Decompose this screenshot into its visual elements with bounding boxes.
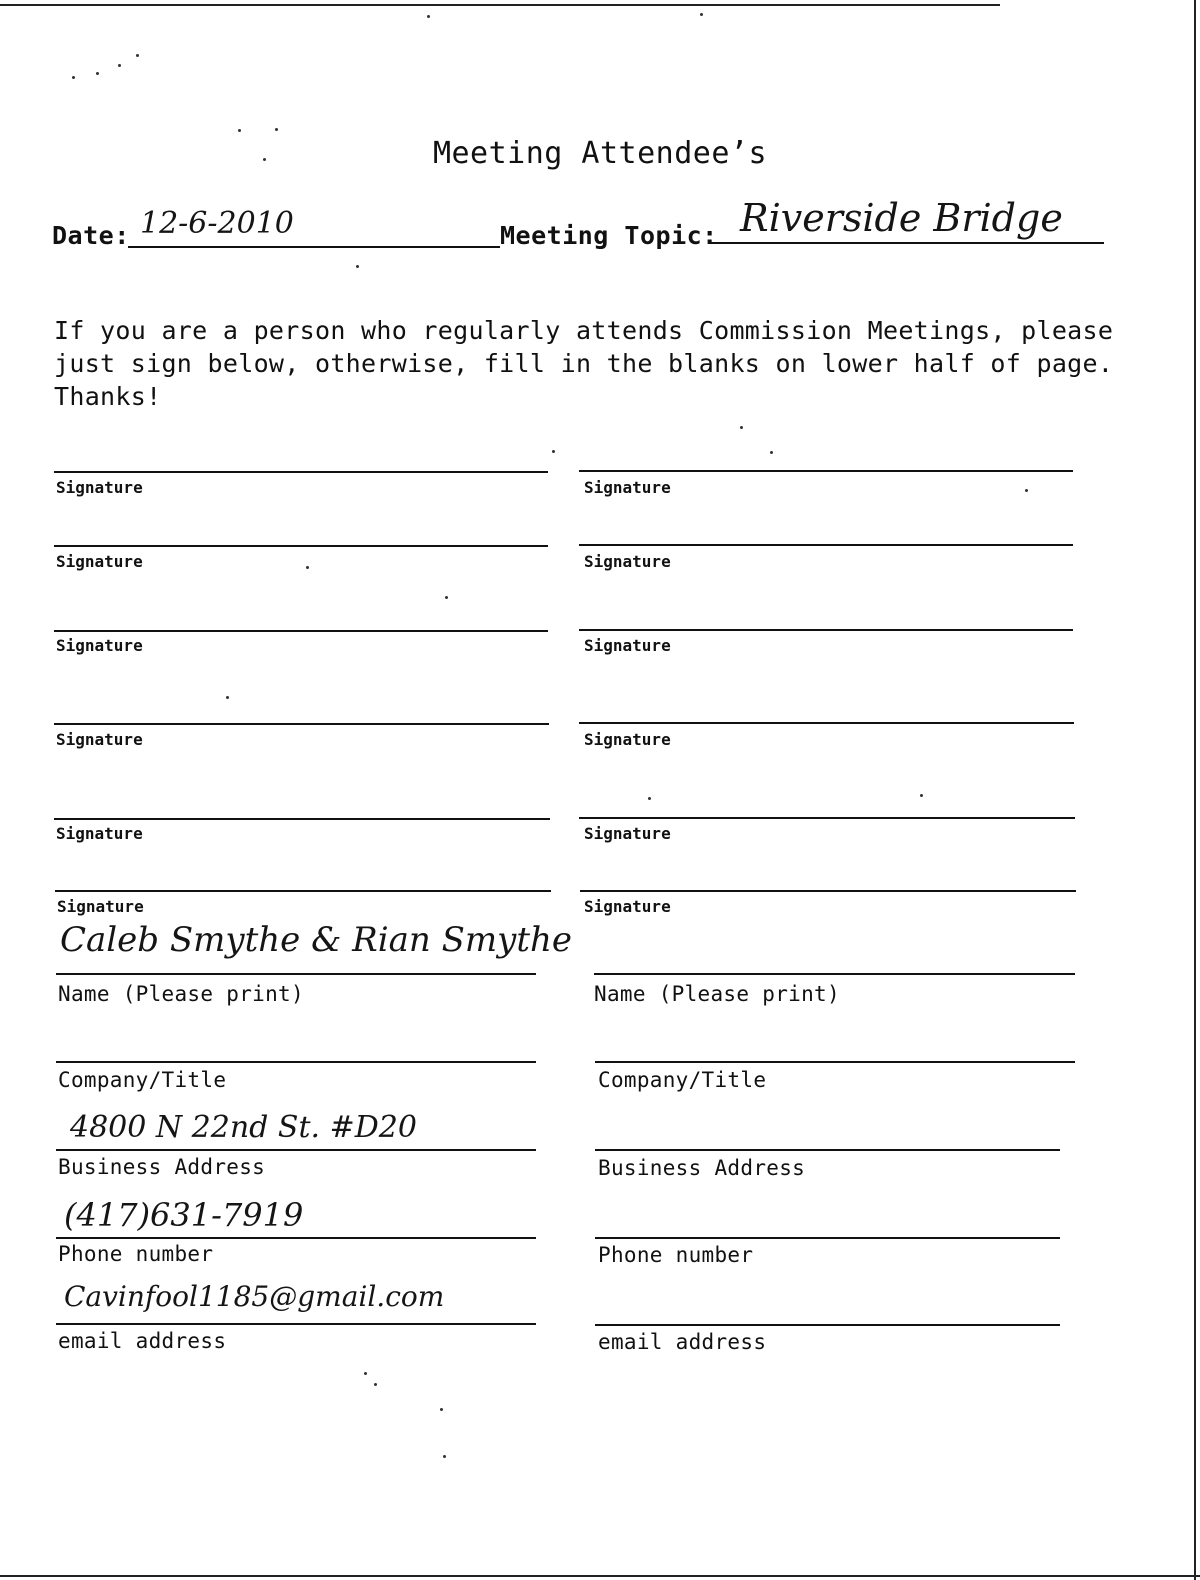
- right-email-label: email address: [598, 1330, 767, 1354]
- scan-speck: [920, 794, 923, 797]
- scan-edge-right: [1194, 0, 1196, 1580]
- signature-label-5-left: Signature: [56, 824, 143, 843]
- signature-label-1-right: Signature: [584, 478, 671, 497]
- right-phone-label: Phone number: [598, 1243, 754, 1267]
- form-title: Meeting Attendee’s: [432, 136, 768, 171]
- scan-speck: [1025, 489, 1028, 492]
- scan-speck: [443, 1455, 446, 1458]
- right-address-label: Business Address: [598, 1156, 806, 1180]
- signature-line-3-right[interactable]: [579, 629, 1073, 631]
- date-label: Date:: [52, 221, 130, 250]
- right-address-line[interactable]: [595, 1149, 1060, 1151]
- left-address-label: Business Address: [58, 1155, 266, 1179]
- scan-speck: [118, 64, 121, 67]
- scan-speck: [552, 450, 555, 453]
- intro-line-1: If you are a person who regularly attends Commission Meetings, please: [54, 316, 1114, 345]
- intro-text: [54, 314, 1164, 413]
- signature-line-5-left[interactable]: [54, 818, 550, 820]
- date-value[interactable]: 12-6-2010: [140, 206, 294, 241]
- left-email-label: email address: [58, 1329, 227, 1353]
- scan-speck: [356, 265, 359, 268]
- signature-line-4-right[interactable]: [579, 722, 1074, 724]
- signature-label-2-left: Signature: [56, 552, 143, 571]
- signature-line-5-right[interactable]: [579, 817, 1075, 819]
- scan-speck: [96, 72, 99, 75]
- left-email-value[interactable]: Cavinfool1185@gmail.com: [64, 1280, 445, 1313]
- left-phone-line[interactable]: [56, 1237, 536, 1239]
- scan-speck: [72, 76, 75, 79]
- signature-line-2-right[interactable]: [579, 544, 1073, 546]
- left-company-label: Company/Title: [58, 1068, 227, 1092]
- scan-speck: [364, 1372, 367, 1375]
- scan-speck: [238, 129, 241, 132]
- topic-line: [708, 242, 1104, 244]
- date-line: [128, 246, 500, 248]
- topic-label: Meeting Topic:: [500, 221, 718, 250]
- scan-speck: [275, 128, 278, 131]
- signature-label-3-right: Signature: [584, 636, 671, 655]
- scan-edge-top: [0, 4, 1000, 6]
- signature-line-3-left[interactable]: [54, 630, 548, 632]
- left-address-value[interactable]: 4800 N 22nd St. #D20: [70, 1110, 417, 1145]
- signature-label-6-right: Signature: [584, 897, 671, 916]
- left-name-value[interactable]: Caleb Smythe & Rian Smythe: [60, 920, 573, 960]
- signature-label-2-right: Signature: [584, 552, 671, 571]
- scan-speck: [427, 15, 430, 18]
- scan-speck: [648, 797, 651, 800]
- left-phone-label: Phone number: [58, 1242, 214, 1266]
- signature-label-3-left: Signature: [56, 636, 143, 655]
- right-name-line[interactable]: [594, 973, 1075, 975]
- right-phone-line[interactable]: [595, 1237, 1060, 1239]
- scan-speck: [440, 1408, 443, 1411]
- right-company-line[interactable]: [595, 1061, 1075, 1063]
- left-company-line[interactable]: [56, 1061, 536, 1063]
- signature-label-4-left: Signature: [56, 730, 143, 749]
- left-address-line[interactable]: [56, 1149, 536, 1151]
- scan-speck: [700, 13, 703, 16]
- signature-line-2-left[interactable]: [54, 545, 548, 547]
- scan-speck: [445, 596, 448, 599]
- left-email-line[interactable]: [56, 1323, 536, 1325]
- signature-label-4-right: Signature: [584, 730, 671, 749]
- intro-line-2: just sign below, otherwise, fill in the blanks on lower half of page.: [54, 349, 1114, 378]
- left-name-label: Name (Please print): [58, 982, 304, 1006]
- left-name-line[interactable]: [56, 973, 536, 975]
- scan-speck: [263, 158, 266, 161]
- scan-speck: [226, 696, 229, 699]
- scan-speck: [306, 566, 309, 569]
- left-phone-value[interactable]: (417)631-7919: [64, 1196, 304, 1234]
- signature-line-4-left[interactable]: [54, 723, 549, 725]
- signature-line-6-left[interactable]: [55, 890, 551, 892]
- signature-line-1-left[interactable]: [54, 471, 548, 473]
- right-name-label: Name (Please print): [594, 982, 840, 1006]
- right-email-line[interactable]: [595, 1324, 1060, 1326]
- signature-label-6-left: Signature: [57, 897, 144, 916]
- topic-value[interactable]: Riverside Bridge: [740, 196, 1063, 240]
- signature-line-1-right[interactable]: [579, 470, 1073, 472]
- right-company-label: Company/Title: [598, 1068, 767, 1092]
- signature-line-6-right[interactable]: [580, 890, 1076, 892]
- signature-label-5-right: Signature: [584, 824, 671, 843]
- scan-edge-bottom: [0, 1575, 1200, 1577]
- intro-line-3: Thanks!: [54, 382, 162, 411]
- scan-speck: [136, 54, 139, 57]
- scan-speck: [374, 1383, 377, 1386]
- scan-speck: [770, 451, 773, 454]
- signature-label-1-left: Signature: [56, 478, 143, 497]
- scan-speck: [740, 426, 743, 429]
